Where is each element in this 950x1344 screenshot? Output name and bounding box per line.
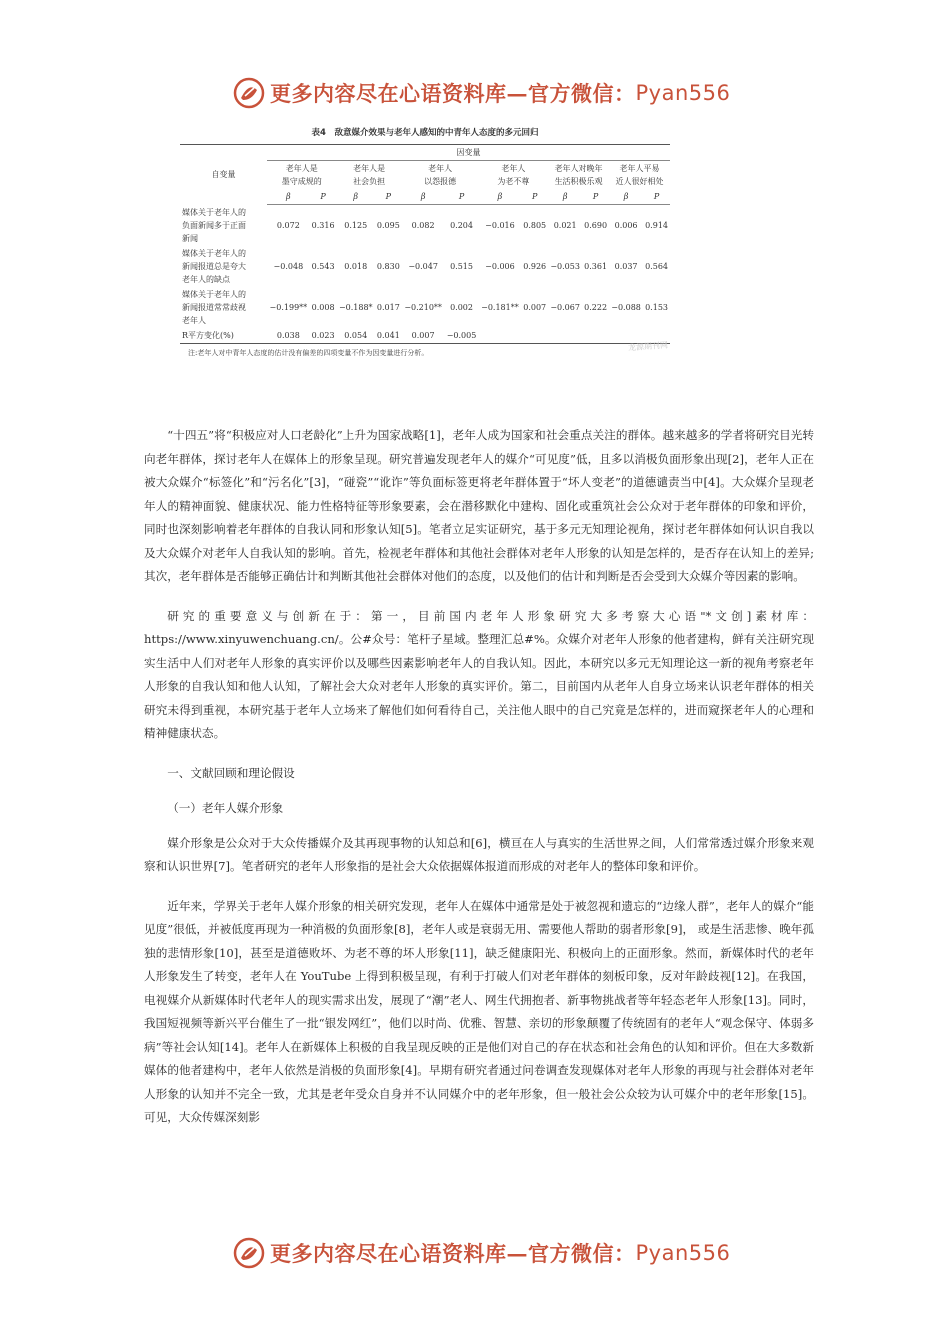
table-cell: −0.047 (408, 261, 438, 271)
beta-header: β (479, 189, 522, 205)
p-header: P (444, 189, 478, 205)
column-header-line: 老年人是 (285, 164, 318, 173)
table-cell: 0.204 (450, 220, 473, 230)
article-body (144, 424, 814, 1146)
beta-header: β (609, 189, 643, 205)
dependent-column-header (548, 161, 609, 190)
dependent-column-header (479, 161, 549, 190)
table-cell: −0.188* (338, 302, 373, 312)
p-header: P (375, 189, 402, 205)
table-cell: 0.037 (614, 261, 638, 271)
table-cell: 0.007 (523, 302, 547, 312)
table-cell: 0.038 (267, 328, 310, 344)
column-header-line: 近人很好相处 (615, 177, 664, 186)
table-cell: 0.017 (376, 302, 400, 312)
watermark-wechat-id: Pyan556 (635, 1241, 731, 1265)
table-cell: −0.210** (404, 302, 442, 312)
table-cell: 0.006 (614, 220, 638, 230)
table-cell: −0.006 (485, 261, 515, 271)
column-header-line: 以怨报德 (424, 177, 457, 186)
regression-table (180, 144, 670, 344)
dependent-column-header (337, 161, 402, 190)
table-cell: 0.002 (450, 302, 473, 312)
table-cell: 0.805 (523, 220, 547, 230)
table-cell (521, 328, 548, 344)
independent-variable-header: 自变量 (180, 145, 267, 205)
row-label-line: R平方变化(%) (182, 330, 234, 340)
table-cell: 0.153 (645, 302, 668, 312)
dependent-column-header (267, 161, 337, 190)
row-label-line: 负面新闻多于正面 (182, 220, 246, 230)
source-stamp: 龙源期刊网 (627, 340, 669, 352)
table-cell: 0.041 (375, 328, 402, 344)
table-cell: 0.543 (311, 261, 335, 271)
row-label (180, 328, 267, 344)
watermark-wechat-id: Pyan556 (635, 81, 731, 105)
table-cell: 0.316 (311, 220, 335, 230)
row-label-line: 新闻报道总是夸大 (182, 261, 246, 271)
table-cell: 0.515 (450, 261, 473, 271)
table-note: 注:老年人对中青年人态度的估计没有偏差的四项变量不作为因变量进行分析。 (188, 348, 429, 357)
logo-icon (232, 76, 266, 110)
table-cell: −0.088 (611, 302, 641, 312)
table-cell: 0.021 (553, 220, 577, 230)
row-label-line: 媒体关于老年人的 (182, 289, 246, 299)
dependent-column-header (402, 161, 479, 190)
watermark-banner-bottom (232, 1236, 730, 1270)
column-header-line: 老年人对晚年 (554, 164, 603, 173)
beta-header: β (267, 189, 310, 205)
table-cell: 0.926 (523, 261, 547, 271)
paragraph-literature: 近年来，学界关于老年人媒介形象的相关研究发现，老年人在媒体中通常是处于被忽视和遗忘的“边缘人群”，老年人的媒介“能见度”很低，并被低度再现为一种消极的负面形象[8]，老年人或是衰弱无用、需要他人帮助的弱者形象[9]， 或是生活悲惨、晚年孤独的悲情形象[10]，甚至是道德败坏、为老不尊的坏人形象[11]，缺乏健康阳光、积极向上的正面形象。然而，新媒体时代的老年人形象发生了转变，老年人在 YouTube 上得到积极呈现，有利于打破人们对老年群体的刻板印象，反对年龄歧视[12]。在我国，电视媒介从新媒体时代老年人的现实需求出发，展现了“潮”老人、网生代拥抱者、新事物挑战者等年轻态老年人形象[13]。同时，我国短视频等新兴平台催生了一批“银发网红”，他们以时尚、优雅、智慧、亲切的形象颠覆了传统固有的老年人“观念保守、体弱多病”等社会认知[14]。老年人在新媒体上积极的自我呈现反映的正是他们对自己的存在状态和社会角色的认知和评价。但在大多数新媒体的他者建构中，老年人依然是消极的负面形象[4]。早期有研究者通过问卷调查发现媒体对老年人形象的再现与社会群体对老年人形象的认知并不完全一致，尤其是老年受众自身并不认同媒介中的老年形象，但一般社会公众较为认可媒介中的老年形象[15]。可见，大众传媒深刻影 (144, 898, 814, 1124)
p-header: P (643, 189, 670, 205)
paragraph-significance: 研究的重要意义与创新在于：第一，目前国内老年人形象研究大多考察大心语"*文创]素材库：https://www.xinyuwenchuang.cn/。公#众号：笔杆子星域。整理汇总#%。众媒介对老年人形象的他者建构，鲜有关注研究现实生活中人们对老年人形象的真实评价以及哪些因素影响老年人的自我认知。因此，本研究以多元无知理论这一新的视角考察老年人形象的自我认知和他人认知，了解社会大众对老年人形象的真实评价。第二，目前国内从老年人自身立场来认识老年群体的相关研究未得到重视，本研究基于老年人立场来了解他们如何看待自己，关注他人眼中的自己究竟是怎样的，进而窥探老年人的心理和精神健康状态。 (144, 608, 814, 740)
paragraph-media-image: 媒介形象是公众对于大众传播媒介及其再现事物的认知总和[6]，横亘在人与真实的生活世界之间，人们常常透过媒介形象来观察和认识世界[7]。笔者研究的老年人形象指的是社会大众依据媒体报道而形成的对老年人的整体印象和评价。 (144, 835, 814, 873)
table-cell (582, 328, 609, 344)
table-cell: 0.007 (402, 328, 445, 344)
table-cell: 0.018 (344, 261, 368, 271)
beta-header: β (548, 189, 582, 205)
row-label-line: 老年人的缺点 (182, 274, 230, 284)
paragraph-intro: “十四五”将“积极应对人口老龄化”上升为国家战略[1]，老年人成为国家和社会重点关注的群体。越来越多的学者将研究目光转向老年群体，探讨老年人在媒体上的形象呈现。研究普遍发现老年人的媒介“可见度”低，且多以消极负面形象出现[2]，老年人正在被大众媒介“标签化”和“污名化”[3]，“碰瓷”“讹诈”等负面标签更将老年群体置于“坏人变老”的道德谴责当中[4]。大众媒介呈现老年人的精神面貌、健康状况、能力性格特征等形象要素，会在潜移默化中建构、固化或重筑社会公众对于老年群体的印象和评价，同时也深刻影响着老年群体的自我认同和形象认知[5]。笔者立足实证研究，基于多元无知理论视角，探讨老年群体如何认识自我以及大众媒介对老年人自我认知的影响。首先，检视老年群体和其他社会群体对老年人形象的认知是怎样的，是否存在认知上的差异;其次，老年群体是否能够正确估计和判断其他社会群体对他们的态度，以及他们的估计和判断是否会受到大众媒介等因素的影响。 (144, 428, 814, 583)
table-cell: 0.361 (584, 261, 608, 271)
table-cell: 0.095 (376, 220, 400, 230)
section-heading: 一、文献回顾和理论假设 (167, 765, 295, 780)
row-label (180, 246, 267, 287)
column-header-line: 老年人 (428, 164, 453, 173)
column-header-line: 老年人是 (353, 164, 386, 173)
row-label-line: 新闻 (182, 233, 198, 243)
column-header-line: 老年人 (501, 164, 526, 173)
dependent-variable-header: 因变量 (267, 145, 670, 161)
column-header-line: 生活积极乐观 (554, 177, 603, 186)
table-cell (479, 328, 522, 344)
p-header: P (521, 189, 548, 205)
watermark-text: 更多内容尽在心语资料库—官方微信： (270, 81, 636, 106)
table-cell (548, 328, 582, 344)
table-cell: −0.053 (550, 261, 580, 271)
logo-icon (232, 1236, 266, 1270)
row-label-line: 媒体关于老年人的 (182, 207, 246, 217)
table-header-row (180, 145, 670, 161)
table-cell: −0.181** (481, 302, 519, 312)
row-label (180, 205, 267, 246)
table-cell: −0.005 (444, 328, 478, 344)
watermark-text: 更多内容尽在心语资料库—官方微信： (270, 1241, 636, 1266)
table-cell: −0.016 (485, 220, 515, 230)
dependent-column-header (609, 161, 670, 190)
table-cell: 0.690 (584, 220, 608, 230)
table-cell: 0.830 (376, 261, 400, 271)
column-header-line: 老年人平易 (619, 164, 660, 173)
table-cell: 0.054 (337, 328, 375, 344)
beta-header: β (337, 189, 375, 205)
table-cell: 0.072 (276, 220, 300, 230)
table-cell: 0.125 (344, 220, 368, 230)
watermark-banner-top (232, 76, 730, 110)
row-label-line: 媒体关于老年人的 (182, 248, 246, 258)
table-row (180, 205, 670, 246)
beta-header: β (402, 189, 445, 205)
table-cell: 0.564 (645, 261, 668, 271)
table-row (180, 287, 670, 328)
table-cell: 0.082 (411, 220, 435, 230)
column-header-line: 社会负担 (353, 177, 386, 186)
p-header: P (310, 189, 337, 205)
table-title: 表4 敌意媒介效果与老年人感知的中青年人态度的多元回归 (311, 128, 539, 138)
row-label-line: 老年人 (182, 315, 206, 325)
table-cell: 0.222 (584, 302, 608, 312)
p-header: P (582, 189, 609, 205)
table-row (180, 328, 670, 344)
row-label (180, 287, 267, 328)
table-row (180, 246, 670, 287)
column-header-line: 为老不尊 (497, 177, 530, 186)
table-cell: −0.067 (550, 302, 580, 312)
table-cell: 0.914 (645, 220, 668, 230)
column-header-line: 墨守成规的 (281, 177, 322, 186)
table-cell: 0.023 (310, 328, 337, 344)
regression-table-figure (180, 126, 670, 358)
table-cell: −0.199** (269, 302, 308, 312)
subsection-heading: （一）老年人媒介形象 (167, 800, 284, 815)
table-cell: 0.008 (311, 302, 335, 312)
table-cell: −0.048 (273, 261, 304, 271)
row-label-line: 新闻报道常常歧视 (182, 302, 246, 312)
